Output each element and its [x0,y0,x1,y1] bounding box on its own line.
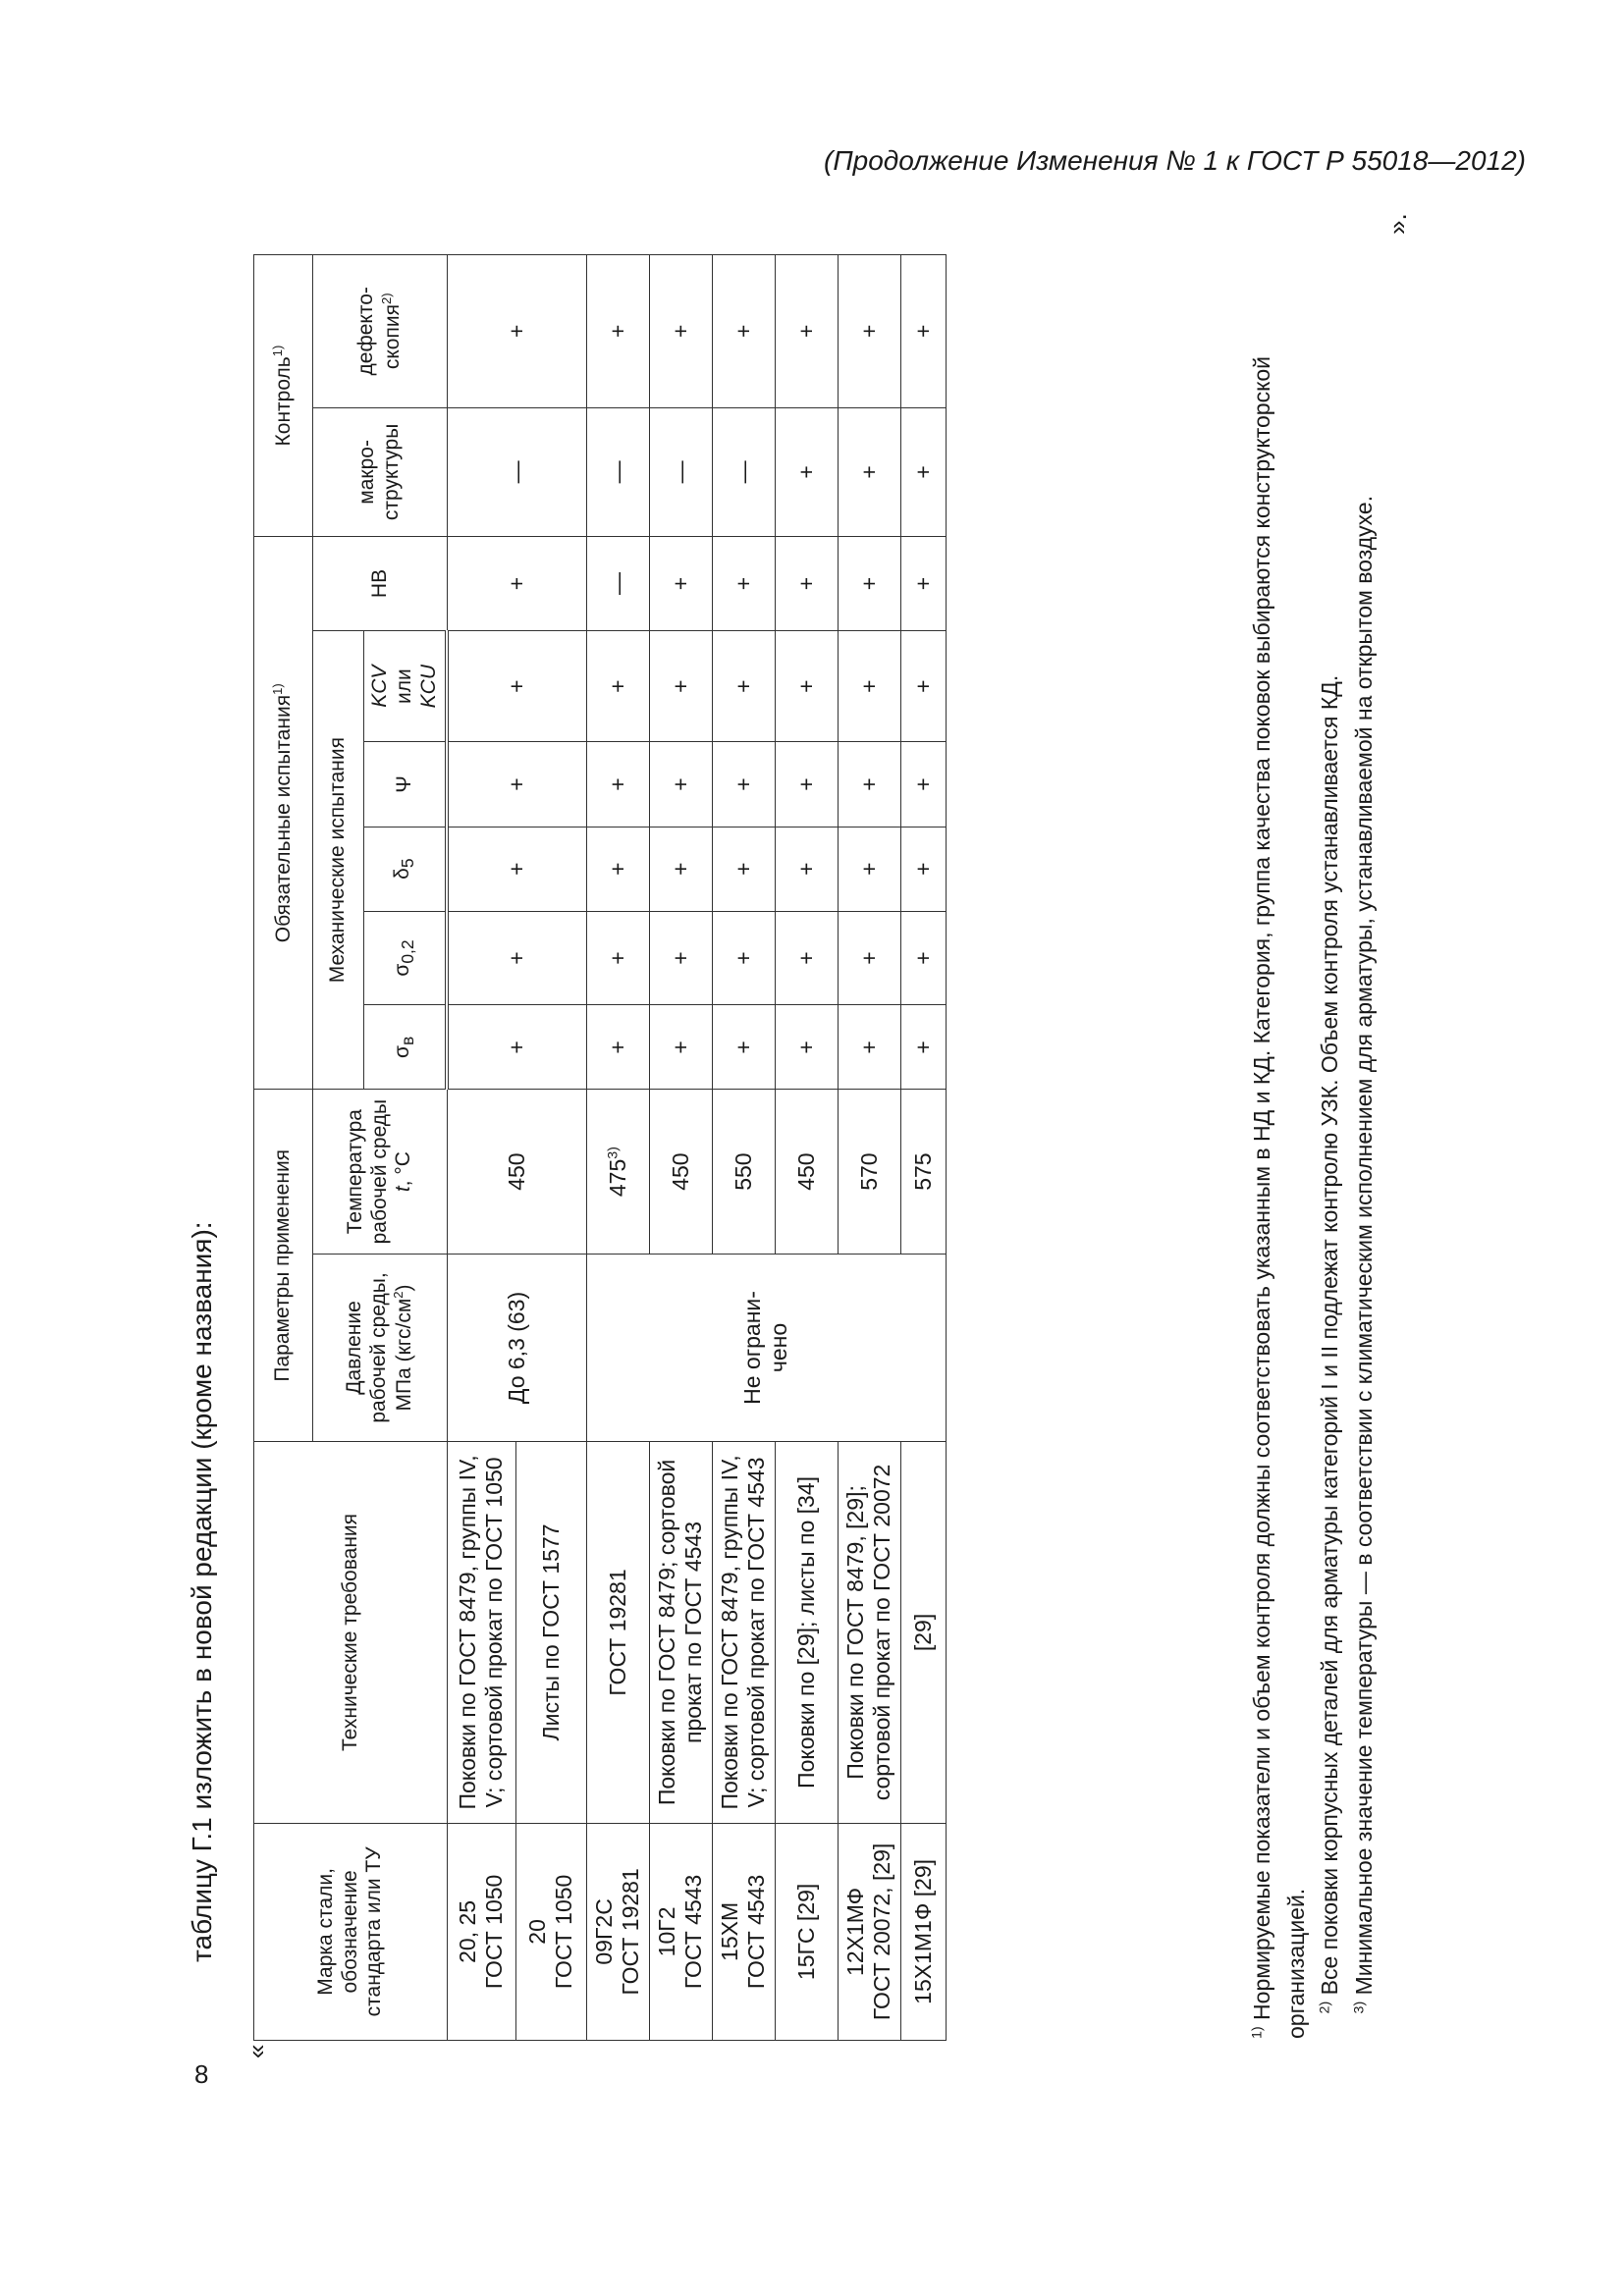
cell-sigma-02: + [900,911,946,1005]
cell-grade: 20 ГОСТ 1050 [515,1823,586,2040]
cell-kcv: + [712,630,775,742]
header-grade: Марка стали, обозначение стандарта или ТУ [254,1823,448,2040]
cell-psi: + [900,742,946,827]
cell-delta-5: + [712,827,775,911]
cell-kcv: + [586,630,649,742]
cell-sigma-02: + [447,911,586,1005]
table-row [900,255,946,2041]
header-mandatory-tests: Обязательные испытания$^{1)}$ [254,537,313,1090]
table-row [775,255,838,2041]
opening-quote: « [242,2044,271,2058]
cell-tech: Поковки по ГОСТ 8479, группы IV, V; сортовой прокат по ГОСТ 4543 [712,1442,775,1824]
footnotes [1245,262,1380,2039]
header-kcv-kcu: KCV или KCU [364,630,448,742]
cell-hb: + [775,537,838,631]
cell-macro: — [586,407,649,537]
cell-psi: + [586,742,649,827]
cell-grade: 15ГС [29] [775,1823,838,2040]
cell-kcv: + [838,630,900,742]
cell-delta-5: + [838,827,900,911]
cell-hb: + [900,537,946,631]
cell-sigma-02: + [649,911,712,1005]
cell-tech: Поковки по [29]; листы по [34] [775,1442,838,1824]
header-control: Контроль$^{1)}$ [254,255,313,537]
cell-defect: + [586,255,649,408]
header-mechanical-tests: Механические испытания [313,630,364,1090]
steel-spec-table [253,254,947,2041]
cell-tech: [29] [900,1442,946,1824]
cell-grade: 15Х1М1Ф [29] [900,1823,946,2040]
header-sigma-02: $\sigma_{0,2}$ [364,911,448,1005]
table-row [712,255,775,2041]
table-row [649,255,712,2041]
cell-macro: — [649,407,712,537]
cell-temperature: 450 [447,1090,586,1254]
cell-temperature: 450 [775,1090,838,1254]
cell-sigma-b: + [900,1005,946,1090]
cell-defect: + [775,255,838,408]
cell-delta-5: + [447,827,586,911]
cell-kcv: + [900,630,946,742]
cell-delta-5: + [586,827,649,911]
cell-temperature: 570 [838,1090,900,1254]
cell-temperature: 475$^{3)}$ [586,1090,649,1254]
cell-temperature: 550 [712,1090,775,1254]
cell-tech: Поковки по ГОСТ 8479; сортовой прокат по ГОСТ 4543 [649,1442,712,1824]
footnote-3: $^{3)}$ Минимальное значение температуры — в соответствии с климатическим исполнением для арматуры, устанавливаемой на открытом воздухе. [1350,495,1377,2014]
cell-defect: + [838,255,900,408]
header-pressure: Давление рабочей среды, МПа $(кгс/см^2)$ [313,1254,448,1441]
cell-macro: + [775,407,838,537]
header-hb: НВ [313,537,448,631]
cell-grade: 10Г2 ГОСТ 4543 [649,1823,712,2040]
cell-sigma-b: + [447,1005,586,1090]
table-row [838,255,900,2041]
cell-macro: — [447,407,586,537]
cell-grade: 09Г2С ГОСТ 19281 [586,1823,649,2040]
header-temperature: Температура рабочей среды t, °С [313,1090,448,1254]
cell-sigma-b: + [649,1005,712,1090]
header-application-params: Параметры применения [254,1090,313,1442]
cell-defect: + [447,255,586,408]
header-defectoscopy: дефектоскопия$^{2)}$ [313,255,448,408]
cell-tech: Поковки по ГОСТ 8479, группы IV, V; сортовой прокат по ГОСТ 1050 [447,1442,515,1824]
cell-temperature: 450 [649,1090,712,1254]
cell-hb: + [838,537,900,631]
footnote-2: $^{2)}$ Все поковки корпусных деталей для арматуры категорий I и II подлежат контролю УЗК. Объем контроля устанавливается КД. [1317,674,1342,2014]
cell-tech: ГОСТ 19281 [586,1442,649,1824]
intro-text: таблицу Г.1 изложить в новой редакции (кроме названия): [187,1221,217,1962]
cell-pressure: Не ограни- чено [586,1254,946,1441]
cell-tech: Листы по ГОСТ 1577 [515,1442,586,1824]
header-delta-5: $\delta_5$ [364,827,448,911]
cell-delta-5: + [900,827,946,911]
cell-delta-5: + [649,827,712,911]
header-sigma-b: $\sigma_в$ [364,1005,448,1090]
cell-psi: + [712,742,775,827]
header-psi: Ψ [364,742,448,827]
closing-quote: ». [1382,213,1412,235]
cell-sigma-b: + [838,1005,900,1090]
cell-kcv: + [775,630,838,742]
cell-kcv: + [447,630,586,742]
cell-hb: + [649,537,712,631]
cell-hb: + [712,537,775,631]
document-header: (Продолжение Изменения № 1 к ГОСТ Р 55018—2012) [824,145,1526,176]
cell-defect: + [900,255,946,408]
cell-sigma-02: + [712,911,775,1005]
footnote-1: $^{1)}$ Нормируемые показатели и объем контроля должны соответствовать указанным в НД и КД. Категория, группа качества поковок выбираются конструкторской организацией. [1249,355,1309,2039]
cell-psi: + [838,742,900,827]
cell-macro: + [900,407,946,537]
cell-sigma-b: + [586,1005,649,1090]
cell-defect: + [649,255,712,408]
cell-macro: + [838,407,900,537]
cell-grade: 12Х1МФ ГОСТ 20072, [29] [838,1823,900,2040]
cell-sigma-b: + [712,1005,775,1090]
cell-psi: + [649,742,712,827]
cell-temperature: 575 [900,1090,946,1254]
header-tech-requirements: Технические требования [254,1442,448,1824]
cell-psi: + [775,742,838,827]
cell-macro: — [712,407,775,537]
cell-grade: 15ХМ ГОСТ 4543 [712,1823,775,2040]
cell-sigma-02: + [838,911,900,1005]
table-row [447,255,515,2041]
cell-hb: + [447,537,586,631]
cell-hb: — [586,537,649,631]
cell-grade: 20, 25 ГОСТ 1050 [447,1823,515,2040]
cell-psi: + [447,742,586,827]
cell-pressure: До 6,3 (63) [447,1254,586,1441]
cell-sigma-b: + [775,1005,838,1090]
page-number: 8 [194,2059,209,2089]
cell-kcv: + [649,630,712,742]
cell-tech: Поковки по ГОСТ 8479, [29]; сортовой прокат по ГОСТ 20072 [838,1442,900,1824]
cell-sigma-02: + [775,911,838,1005]
table-row [586,255,649,2041]
cell-defect: + [712,255,775,408]
cell-delta-5: + [775,827,838,911]
cell-sigma-02: + [586,911,649,1005]
header-macrostructure: макроструктуры [313,407,448,537]
